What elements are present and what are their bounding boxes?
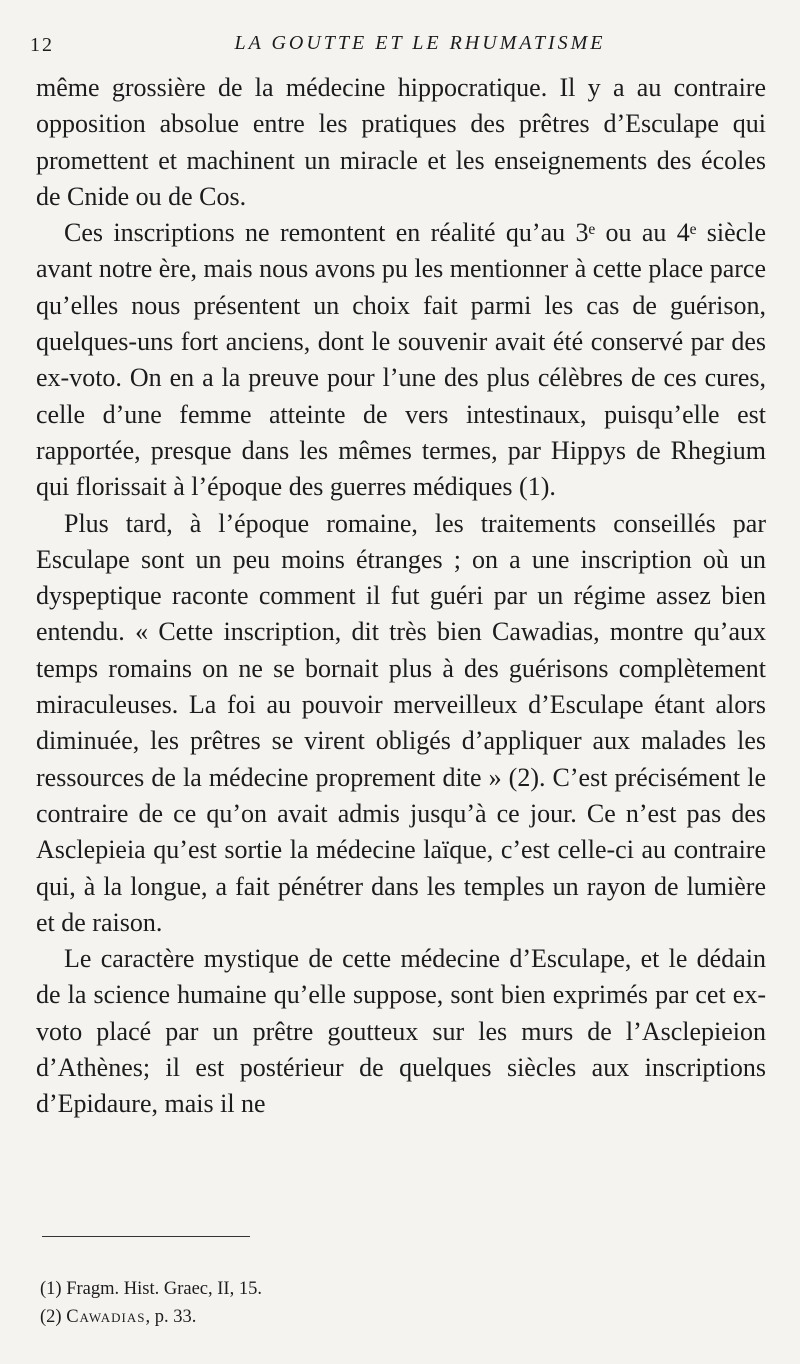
page-header bbox=[30, 32, 760, 62]
footnote-marker: (1) bbox=[40, 1279, 62, 1299]
page-number: 12 bbox=[30, 34, 54, 56]
paragraph-3: Plus tard, à l’époque romaine, les traitements conseillés par Esculape sont un peu moins étranges ; on a une inscription où un dyspeptique raconte comment il fut guéri par un régime assez bien entendu. « Cette inscription, dit très bien Cawadias, montre qu’aux temps romains on ne se bornait plus à des guérisons complètement miraculeuses. La foi au pouvoir merveilleux d’Esculape étant alors diminuée, les prêtres se virent obligés d’appliquer aux malades les ressources de la médecine proprement dite » (2). C’est précisément le contraire de ce qu’on avait admis jusqu’à ce jour. Ce n’est pas des Asclepieia qu’est sortie la médecine laïque, c’est celle-ci au contraire qui, à la longue, a fait pénétrer dans les temples un rayon de lumière et de raison. bbox=[36, 508, 766, 937]
paragraph-2: Ces inscriptions ne remontent en réalité qu’au 3ᵉ ou au 4ᵉ siècle avant notre ère, mais nous avons pu les mentionner à cette place parce qu’elles nous présentent un choix fait parmi les cas de guérison, quelques-uns fort anciens, dont le souvenir avait été conservé par des ex-voto. On en a la preuve pour l’une des plus célèbres de ces cures, celle d’une femme atteinte de vers intestinaux, puisqu’elle est rapportée, presque dans les mêmes termes, par Hippys de Rhegium qui florissait à l’époque des guerres médiques (1). bbox=[36, 218, 766, 502]
running-title: LA GOUTTE ET LE RHUMATISME bbox=[234, 32, 606, 54]
footnote-1 bbox=[40, 1275, 740, 1303]
footnote-author: Cawadias bbox=[66, 1307, 146, 1327]
footnote-text: Fragm. Hist. Graec, II, 15. bbox=[66, 1279, 262, 1299]
body-text bbox=[36, 70, 766, 1123]
footnote-text: , p. 33. bbox=[145, 1307, 197, 1327]
paragraph-1: même grossière de la médecine hippocratique. Il y a au contraire opposition absolue entre les pratiques des prêtres d’Esculape qui promettent et machinent un miracle et les enseignements des écoles de Cnide ou de Cos. bbox=[36, 73, 766, 211]
footnote-marker: (2) bbox=[40, 1307, 62, 1327]
paragraph-4: Le caractère mystique de cette médecine d’Esculape, et le dédain de la science humaine qu’elle suppose, sont bien exprimés par cet ex-voto placé par un prêtre goutteux sur les murs de l’Asclepieion d’Athènes; il est postérieur de quelques siècles aux inscriptions d’Epidaure, mais il ne bbox=[36, 944, 766, 1119]
footnote-2 bbox=[40, 1303, 740, 1331]
footnote-divider bbox=[42, 1236, 250, 1237]
footnotes bbox=[40, 1275, 740, 1331]
